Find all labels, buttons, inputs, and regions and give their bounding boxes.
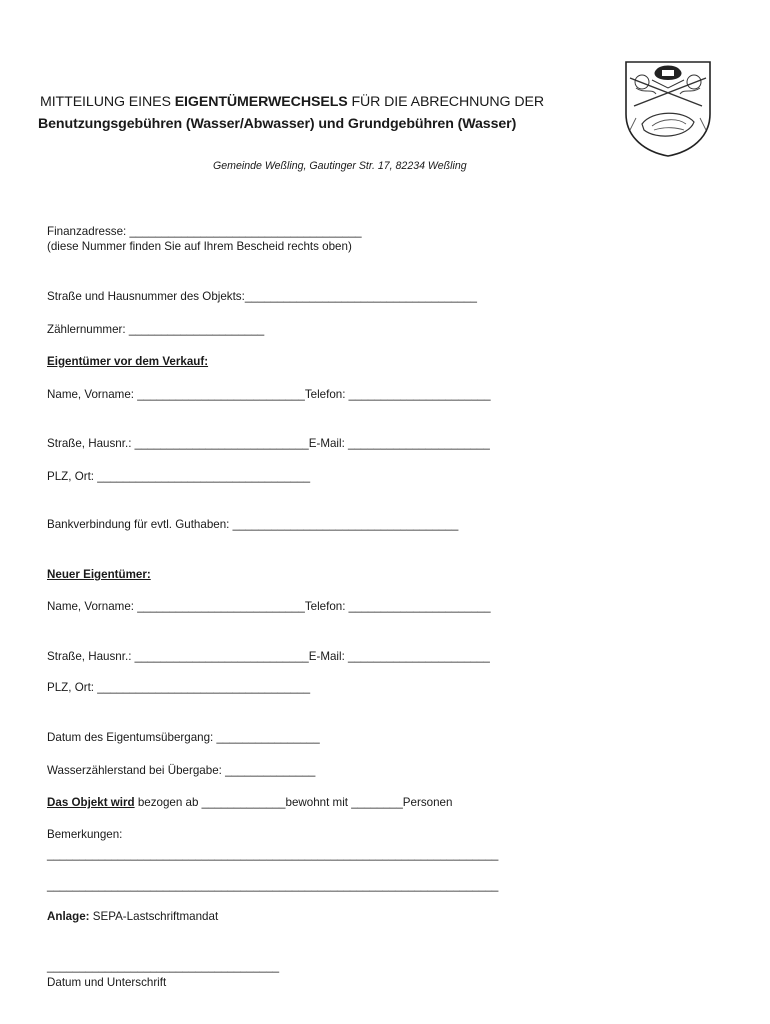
section-heading-neuer-eigentuemer: Neuer Eigentümer:: [47, 568, 151, 581]
objekt-strasse-field[interactable]: Straße und Hausnummer des Objekts:____________________________________: [47, 290, 477, 303]
anlage-label: Anlage:: [47, 910, 90, 923]
title-text-bold: EIGENTÜMERWECHSELS: [174, 94, 348, 110]
objekt-bezug-text: bezogen ab _____________bewohnt mit ________Personen: [134, 796, 453, 809]
finanzadresse-field[interactable]: Finanzadresse: ____________________________________: [47, 225, 362, 238]
title-text-2: FÜR DIE ABRECHNUNG DER: [347, 94, 544, 110]
signature-label: Datum und Unterschrift: [47, 976, 167, 989]
alt-plz-ort-field[interactable]: PLZ, Ort: _________________________________: [47, 470, 311, 483]
alt-name-telefon-field[interactable]: Name, Vorname: __________________________Telefon: ______________________: [47, 388, 491, 401]
bankverbindung-field[interactable]: Bankverbindung für evtl. Guthaben: ___________________________________: [47, 518, 459, 531]
neu-name-telefon-field[interactable]: Name, Vorname: __________________________Telefon: ______________________: [47, 600, 491, 613]
bemerkungen-line-1[interactable]: ______________________________________________________________________: [47, 848, 499, 861]
anlage-note: [47, 910, 218, 924]
bemerkungen-line-2[interactable]: ______________________________________________________________________: [47, 879, 499, 892]
document-title: [40, 94, 544, 110]
alt-strasse-email-field[interactable]: Straße, Hausnr.: ___________________________E-Mail: ______________________: [47, 437, 490, 450]
finanzadresse-hint: (diese Nummer finden Sie auf Ihrem Bescheid rechts oben): [47, 240, 352, 253]
municipal-coat-of-arms-icon: [622, 58, 714, 158]
neu-plz-ort-field[interactable]: PLZ, Ort: _________________________________: [47, 681, 311, 694]
signature-line[interactable]: ____________________________________: [47, 960, 280, 973]
datum-eigentumsuebergang-field[interactable]: Datum des Eigentumsübergang: ________________: [47, 731, 320, 744]
anlage-text: SEPA-Lastschriftmandat: [89, 910, 219, 923]
section-heading-alter-eigentuemer: Eigentümer vor dem Verkauf:: [47, 355, 209, 368]
wasserzaehlerstand-field[interactable]: Wasserzählerstand bei Übergabe: ______________: [47, 764, 316, 777]
objekt-bezug-field[interactable]: [47, 796, 452, 810]
neu-strasse-email-field[interactable]: Straße, Hausnr.: ___________________________E-Mail: ______________________: [47, 650, 490, 663]
objekt-bezug-label: Das Objekt wird: [47, 796, 135, 809]
title-text-1: MITTEILUNG EINES: [40, 94, 175, 110]
municipality-address: Gemeinde Weßling, Gautinger Str. 17, 82234 Weßling: [213, 160, 467, 172]
zaehlernummer-field[interactable]: Zählernummer: _____________________: [47, 323, 265, 336]
document-title-line-2: Benutzungsgebühren (Wasser/Abwasser) und Grundgebühren (Wasser): [38, 116, 517, 132]
bemerkungen-label: Bemerkungen:: [47, 828, 123, 841]
